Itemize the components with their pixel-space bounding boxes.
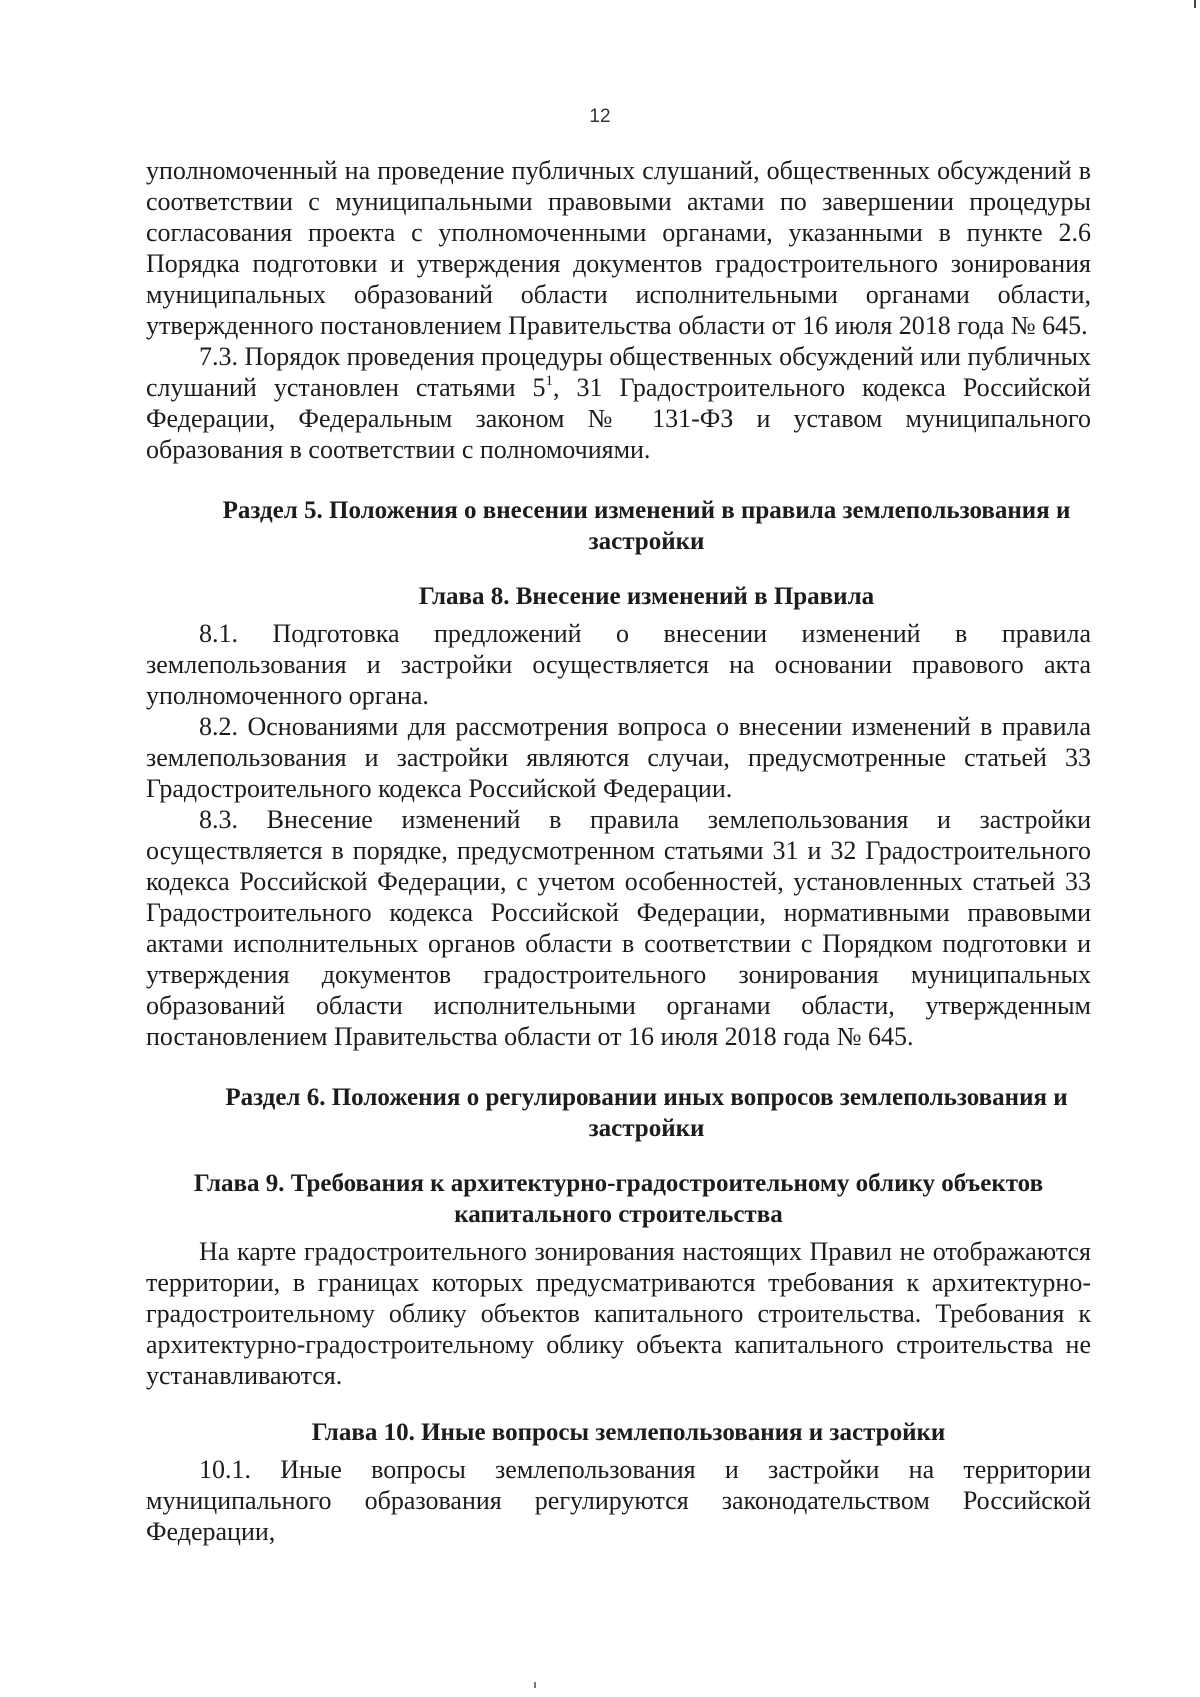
paragraph-10-1: 10.1. Иные вопросы землепользования и застройки на территории муниципального образования регулируются законодательством Российской Федерации, [146, 1455, 1091, 1546]
paragraph-8-2: 8.2. Основаниями для рассмотрения вопроса о внесении изменений в правила землепользования и застройки являются случаи, предусмотренные статьей 33 Градостроительного кодекса Российской Федерации. [146, 712, 1091, 803]
paragraph-7-3-start: 7.3. Порядок проведения процедуры общественных обсуждений или публичных слушаний установлен статьями 5 [146, 342, 1091, 402]
paragraph-chapter-9: На карте градостроительного зонирования настоящих Правил не отображаются территории, в границах которых предусматриваются требования к архитектурно-градостроительному облику объектов капитального строительства. Требования к архитектурно-градостроительному облику объекта капитального строительства не устанавливаются. [146, 1237, 1091, 1390]
chapter-10-heading: Глава 10. Иные вопросы землепользования и застройки [311, 1419, 946, 1446]
paragraph-7-3-end: , 31 Градостроительного кодекса Российской Федерации, Федеральным законом № 131-ФЗ и уставом муниципального образования в соответствии с полномочиями. [146, 373, 1091, 464]
scan-mark [1194, 0, 1196, 8]
paragraph-8-1: 8.1. Подготовка предложений о внесении изменений в правила землепользования и застройки осуществляется на основании правового акта уполномоченного органа. [146, 619, 1091, 710]
chapter-8-heading: Глава 8. Внесение изменений в Правила [418, 583, 875, 610]
scan-mark-bottom [534, 1682, 536, 1688]
document-body [146, 155, 1091, 1547]
page-number: 12 [589, 106, 611, 127]
paragraph-8-3: 8.3. Внесение изменений в правила землепользования и застройки осуществляется в порядке, предусмотренном статьями 31 и 32 Градостроительного кодекса Российской Федерации, с учетом особенностей, установленных статьей 33 Градостроительного кодекса Российской Федерации, нормативными правовыми актами исполнительных органов области в соответствии с Порядком подготовки и утверждения документов градостроительного зонирования муниципальных образований области исполнительными органами области, утвержденным постановлением Правительства области от 16 июля 2018 года № 645. [146, 805, 1091, 1051]
paragraph-7-3 [146, 341, 1091, 465]
chapter-9-heading: Глава 9. Требования к архитектурно-градостроительному облику объектов капитального строительства [193, 1170, 1044, 1228]
paragraph-intro: уполномоченный на проведение публичных слушаний, общественных обсуждений в соответствии с муниципальными правовыми актами по завершении процедуры согласования проекта с уполномоченными органами, указанными в пункте 2.6 Порядка подготовки и утверждения документов градостроительного зонирования муниципальных образований области исполнительными органами области, утвержденного постановлением Правительства области от 16 июля 2018 года № 645. [146, 156, 1091, 340]
section-6-heading: Раздел 6. Положения о регулировании иных вопросов землепользования и застройки [225, 1084, 1068, 1142]
section-5-heading: Раздел 5. Положения о внесении изменений в правила землепользования и застройки [222, 497, 1071, 555]
superscript: 1 [545, 373, 553, 389]
